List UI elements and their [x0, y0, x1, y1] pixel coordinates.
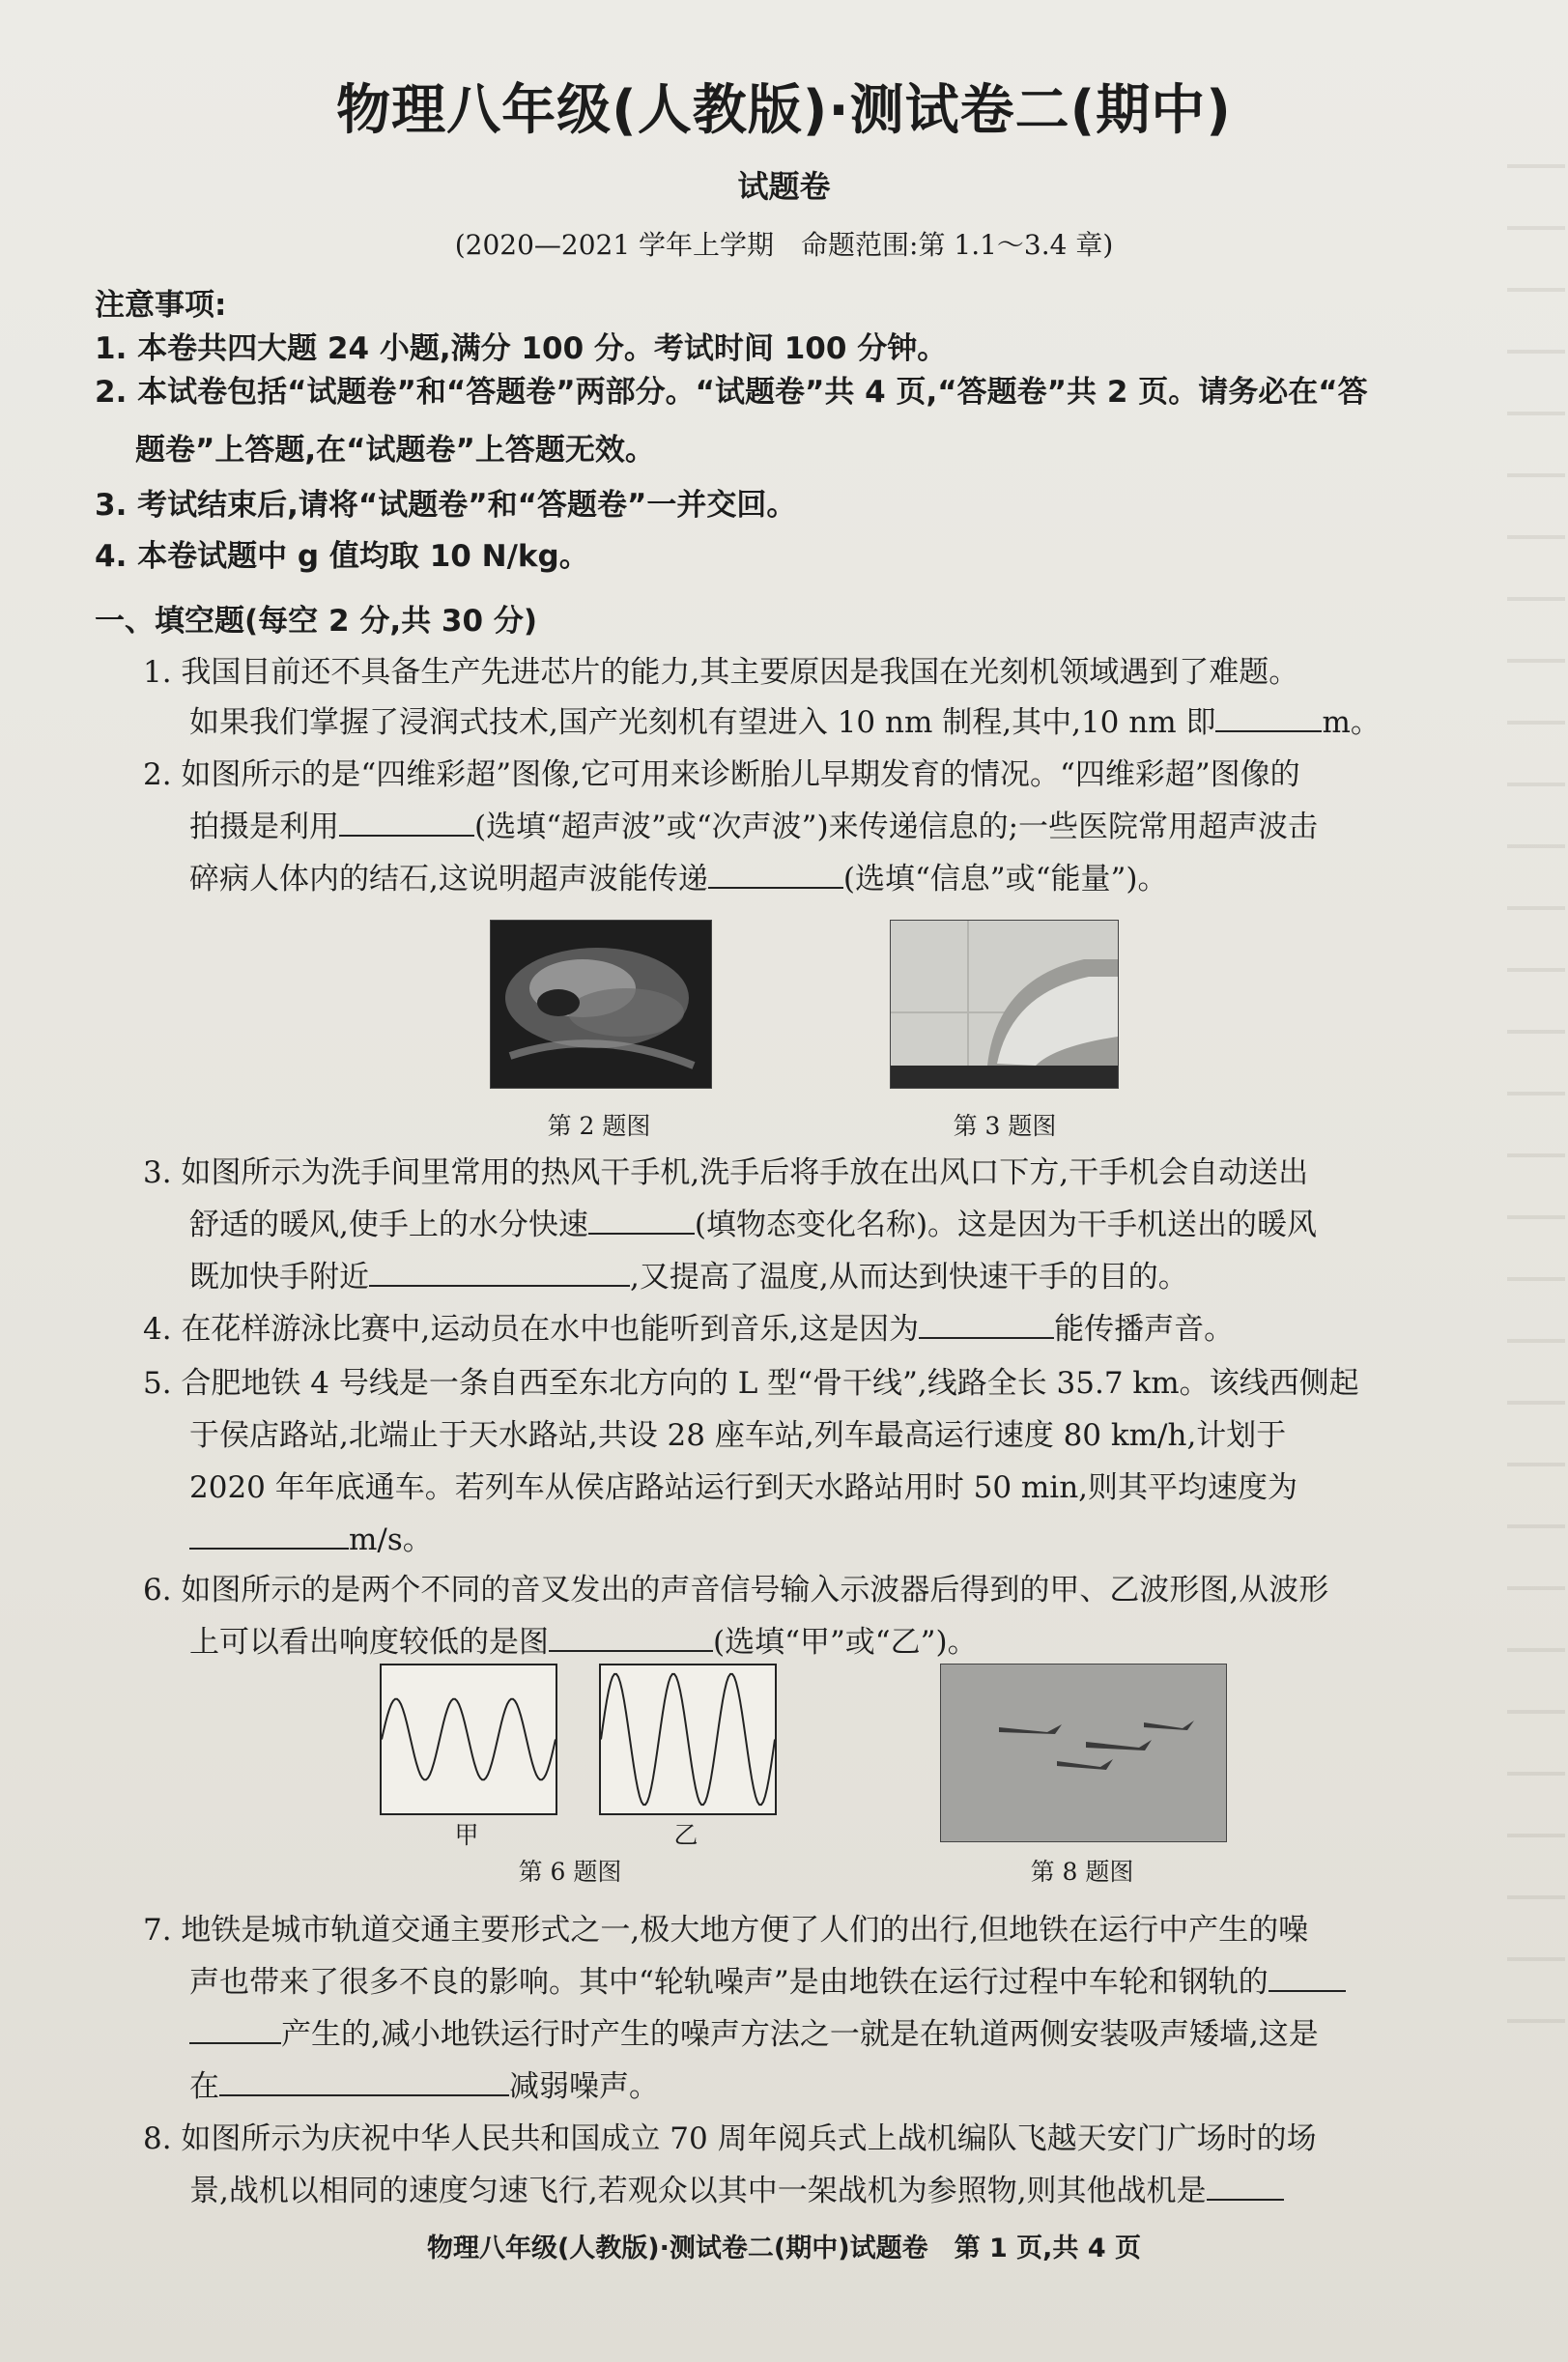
figure-3-caption: 第 3 题图 [953, 1112, 1057, 1140]
notice-item-2-cont: 题卷”上答题,在“试题卷”上答题无效。 [135, 433, 655, 468]
q7-text-a: 声也带来了很多不良的影响。其中“轮轨噪声”是由地铁在运行过程中车轮和钢轨的 [189, 1965, 1269, 2000]
q5-line3: 2020 年年底通车。若列车从侯店路站运行到天水路站用时 50 min,则其平均速度为 [189, 1470, 1298, 1505]
q4-line1 [143, 1304, 1234, 1354]
q2-line2 [189, 802, 1318, 852]
notice-item-2: 2. 本试卷包括“试题卷”和“答题卷”两部分。“试题卷”共 4 页,“答题卷”共 2 页。请务必在“答 [95, 375, 1368, 410]
q7-text-c: 在 [189, 2069, 219, 2104]
section-heading: 一、填空题(每空 2 分,共 30 分) [95, 604, 537, 639]
q2-text-a: 拍摄是利用 [189, 810, 339, 844]
q5-answer-blank[interactable] [189, 1517, 349, 1550]
q7-answer-blank-1b[interactable] [189, 2011, 281, 2044]
q7-answer-blank-2[interactable] [219, 2063, 509, 2096]
q7-line4 [189, 2062, 659, 2112]
notice-item-1: 1. 本卷共四大题 24 小题,满分 100 分。考试时间 100 分钟。 [95, 331, 948, 366]
wave-yi-line [601, 1674, 775, 1805]
hand-dryer-graphic [891, 921, 1118, 1088]
q5-line1: 5. 合肥地铁 4 号线是一条自西至东北方向的 L 型“骨干线”,线路全长 35.7 km。该线西侧起 [143, 1366, 1359, 1401]
q7-text-b: 产生的,减小地铁运行时产生的噪声方法之一就是在轨道两侧安装吸声矮墙,这是 [281, 2017, 1319, 2052]
q7-text-d: 减弱噪声。 [509, 2069, 659, 2104]
q3-text-b: (填物态变化名称)。这是因为干手机送出的暖风 [694, 1208, 1318, 1242]
q2-text-b: (选填“超声波”或“次声波”)来传递信息的;一些医院常用超声波击 [474, 810, 1319, 844]
q3-answer-blank-2[interactable] [369, 1254, 630, 1287]
q2-text-c: 碎病人体内的结石,这说明超声波能传递 [189, 862, 708, 896]
notice-item-3: 3. 考试结束后,请将“试题卷”和“答题卷”一并交回。 [95, 488, 797, 523]
notice-heading: 注意事项: [95, 288, 227, 323]
ultrasound-graphic [491, 921, 711, 1088]
q4-text-a: 4. 在花样游泳比赛中,运动员在水中也能听到音乐,这是因为 [143, 1312, 920, 1347]
waveform-yi [599, 1664, 777, 1815]
q7-line3 [189, 2009, 1319, 2060]
figure-8-caption: 第 8 题图 [1030, 1858, 1134, 1886]
q2-line1: 2. 如图所示的是“四维彩超”图像,它可用来诊断胎儿早期发育的情况。“四维彩超”图像的 [143, 757, 1300, 792]
q5-unit: m/s。 [349, 1522, 433, 1557]
q1-line2 [189, 697, 1381, 748]
q7-answer-blank-1a[interactable] [1269, 1959, 1346, 1992]
q2-answer-blank-1[interactable] [339, 804, 474, 837]
fighter-jets-image [940, 1664, 1227, 1842]
q6-answer-blank[interactable] [549, 1619, 713, 1652]
q6-line1: 6. 如图所示的是两个不同的音叉发出的声音信号输入示波器后得到的甲、乙波形图,从波形 [143, 1573, 1329, 1608]
q7-line1: 7. 地铁是城市轨道交通主要形式之一,极大地方便了人们的出行,但地铁在运行中产生的噪 [143, 1913, 1309, 1948]
page-title: 物理八年级(人教版)·测试卷二(期中) [336, 79, 1232, 142]
q8-text-a: 景,战机以相同的速度匀速飞行,若观众以其中一架战机为参照物,则其他战机是 [189, 2174, 1207, 2208]
q8-answer-blank[interactable] [1207, 2168, 1284, 2201]
q3-text-d: ,又提高了温度,从而达到快速干手的目的。 [630, 1260, 1188, 1295]
wave-jia-line [382, 1699, 556, 1780]
q5-line4 [189, 1515, 433, 1565]
q8-line2 [189, 2166, 1284, 2216]
q2-line3 [189, 854, 1167, 904]
waveform-jia-graph [382, 1665, 556, 1813]
q2-text-d: (选填“信息”或“能量”)。 [842, 862, 1168, 896]
bleed-through [1507, 106, 1565, 2038]
q6-text-b: (选填“甲”或“乙”)。 [713, 1625, 978, 1660]
q2-answer-blank-2[interactable] [708, 856, 843, 889]
waveform-jia [380, 1664, 557, 1815]
q3-text-c: 既加快手附近 [189, 1260, 369, 1295]
q1-unit: m。 [1322, 705, 1381, 740]
q1-answer-blank[interactable] [1215, 699, 1322, 732]
waveform-yi-graph [601, 1665, 775, 1813]
q3-answer-blank-1[interactable] [588, 1202, 695, 1235]
q8-line1: 8. 如图所示为庆祝中华人民共和国成立 70 周年阅兵式上战机编队飞越天安门广场时的场 [143, 2121, 1317, 2156]
ultrasound-image [490, 920, 712, 1089]
page-footer: 物理八年级(人教版)·测试卷二(期中)试题卷 第 1 页,共 4 页 [426, 2234, 1142, 2263]
q4-text-b: 能传播声音。 [1054, 1312, 1235, 1347]
figure-6-caption: 第 6 题图 [518, 1858, 622, 1886]
q4-answer-blank[interactable] [919, 1306, 1054, 1339]
waveform-yi-label: 乙 [673, 1821, 698, 1849]
q1-text: 如果我们掌握了浸润式技术,国产光刻机有望进入 10 nm 制程,其中,10 nm 即 [189, 705, 1216, 740]
figure-2-caption: 第 2 题图 [547, 1112, 651, 1140]
q6-line2 [189, 1617, 978, 1667]
page-subtitle: 试题卷 [737, 168, 831, 205]
q3-line3 [189, 1252, 1188, 1302]
notice-item-4: 4. 本卷试题中 g 值均取 10 N/kg。 [95, 539, 589, 574]
q6-text-a: 上可以看出响度较低的是图 [189, 1625, 549, 1660]
q7-line2 [189, 1957, 1346, 2007]
chapter-range: (2020—2021 学年上学期 命题范围:第 1.1～3.4 章) [454, 229, 1114, 261]
q1-line1: 1. 我国目前还不具备生产先进芯片的能力,其主要原因是我国在光刻机领域遇到了难题。 [143, 655, 1299, 690]
fighter-jets-graphic [941, 1665, 1226, 1841]
waveform-jia-label: 甲 [454, 1821, 479, 1849]
q3-line2 [189, 1200, 1317, 1250]
q3-text-a: 舒适的暖风,使手上的水分快速 [189, 1208, 588, 1242]
q3-line1: 3. 如图所示为洗手间里常用的热风干手机,洗手后将手放在出风口下方,干手机会自动送出 [143, 1155, 1309, 1190]
hand-dryer-image [890, 920, 1119, 1089]
q5-line2: 于侯店路站,北端止于天水路站,共设 28 座车站,列车最高运行速度 80 km/h,计划于 [189, 1418, 1287, 1453]
